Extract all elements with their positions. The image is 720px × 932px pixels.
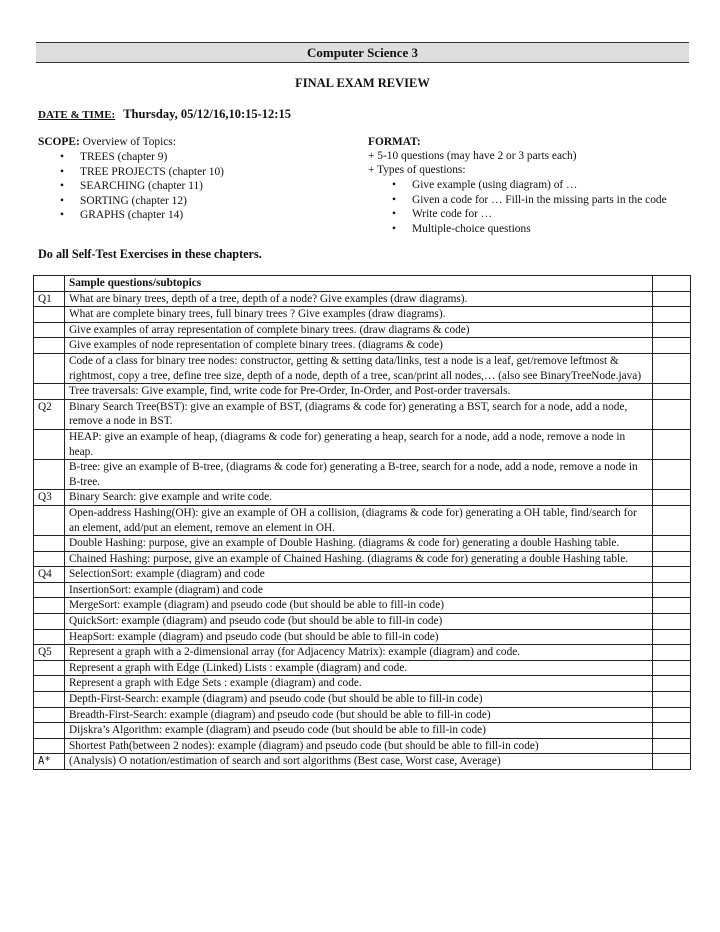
question-number-cell xyxy=(34,629,65,645)
question-number-cell xyxy=(34,723,65,739)
subtopic-cell: Binary Search Tree(BST): give an example of BST, (diagrams & code for) generating a BST, search for a node, add a node, remove a node in BST. xyxy=(65,399,653,429)
blank-cell xyxy=(653,582,691,598)
subtopic-cell: Depth-First-Search: example (diagram) and pseudo code (but should be able to fill-in code) xyxy=(65,692,653,708)
subtopic-cell: Breadth-First-Search: example (diagram) and pseudo code (but should be able to fill-in code) xyxy=(65,707,653,723)
table-row xyxy=(34,582,691,598)
table-row xyxy=(34,567,691,583)
blank-cell xyxy=(653,738,691,754)
subtopic-cell: Tree traversals: Give example, find, write code for Pre-Order, In-Order, and Post-order traversals. xyxy=(65,384,653,400)
subtopic-cell: Open-address Hashing(OH): give an example of OH a collision, (diagrams & code for) generating a OH table, find/search for an element, add/put an element, remove an element in OH. xyxy=(65,505,653,535)
blank-cell xyxy=(653,399,691,429)
table-row xyxy=(34,645,691,661)
scope-topic-list xyxy=(38,150,338,223)
table-row xyxy=(34,536,691,552)
subtopic-cell: Give examples of node representation of complete binary trees. (diagrams & code) xyxy=(65,338,653,354)
table-row xyxy=(34,399,691,429)
questions-table xyxy=(33,275,691,770)
format-section xyxy=(368,135,698,236)
question-number-cell: Q4 xyxy=(34,567,65,583)
scope-topic-item: • TREES (chapter 9) xyxy=(38,150,338,165)
format-label: FORMAT: xyxy=(368,136,421,148)
subtopic-cell: Shortest Path(between 2 nodes): example (diagram) and pseudo code (but should be able to fill-in code) xyxy=(65,738,653,754)
table-row xyxy=(34,291,691,307)
blank-cell xyxy=(653,567,691,583)
question-number-cell xyxy=(34,582,65,598)
table-row xyxy=(34,353,691,383)
question-number-cell xyxy=(34,598,65,614)
question-number-cell: Q5 xyxy=(34,645,65,661)
subtopic-cell: InsertionSort: example (diagram) and code xyxy=(65,582,653,598)
question-type-item: • Multiple-choice questions xyxy=(368,222,698,237)
question-number-cell xyxy=(34,384,65,400)
question-number-cell xyxy=(34,692,65,708)
table-row xyxy=(34,692,691,708)
question-number-cell xyxy=(34,460,65,490)
question-number-cell xyxy=(34,676,65,692)
blank-cell xyxy=(653,551,691,567)
blank-cell xyxy=(653,276,691,292)
blank-cell xyxy=(653,429,691,459)
table-row xyxy=(34,490,691,506)
date-time-value: Thursday, 05/12/16,10:15-12:15 xyxy=(123,107,291,121)
scope-label: SCOPE: xyxy=(38,136,80,148)
subtopic-cell: HEAP: give an example of heap, (diagrams & code for) generating a heap, search for a node, add a node, remove a node in heap. xyxy=(65,429,653,459)
question-number-cell: Q3 xyxy=(34,490,65,506)
question-type-item: • Give example (using diagram) of … xyxy=(368,178,698,193)
table-row xyxy=(34,384,691,400)
blank-cell xyxy=(653,353,691,383)
blank-cell xyxy=(653,676,691,692)
scope-topic-item: • GRAPHS (chapter 14) xyxy=(38,208,338,223)
table-row xyxy=(34,338,691,354)
question-number-cell xyxy=(34,429,65,459)
question-type-list xyxy=(368,178,698,236)
blank-cell xyxy=(653,460,691,490)
blank-cell xyxy=(653,629,691,645)
document-title: Computer Science 3 xyxy=(36,42,689,63)
question-number-cell xyxy=(34,614,65,630)
scope-heading xyxy=(38,135,338,149)
table-row xyxy=(34,629,691,645)
blank-cell xyxy=(653,660,691,676)
subtopic-cell: What are binary trees, depth of a tree, depth of a node? Give examples (draw diagrams). xyxy=(65,291,653,307)
table-row xyxy=(34,551,691,567)
date-time-label: DATE & TIME: xyxy=(38,109,116,121)
table-header-row xyxy=(34,276,691,292)
subtopic-cell: Represent a graph with Edge Sets : example (diagram) and code. xyxy=(65,676,653,692)
subtopic-cell: What are complete binary trees, full binary trees ? Give examples (draw diagrams). xyxy=(65,307,653,323)
date-time-line xyxy=(38,107,291,122)
table-row xyxy=(34,723,691,739)
subtopic-cell: Double Hashing: purpose, give an example of Double Hashing. (diagrams & code for) generating a double Hashing table. xyxy=(65,536,653,552)
scope-section xyxy=(38,135,338,223)
question-number-cell xyxy=(34,338,65,354)
question-number-cell xyxy=(34,353,65,383)
question-number-cell xyxy=(34,322,65,338)
table-row xyxy=(34,738,691,754)
question-type-item: • Given a code for … Fill-in the missing parts in the code xyxy=(368,193,698,208)
table-row xyxy=(34,505,691,535)
table-row xyxy=(34,307,691,323)
blank-cell xyxy=(653,692,691,708)
table-row xyxy=(34,676,691,692)
table-header-cell: Sample questions/subtopics xyxy=(65,276,653,292)
question-number-cell: Q2 xyxy=(34,399,65,429)
table-row xyxy=(34,614,691,630)
subtopic-cell: Code of a class for binary tree nodes: constructor, getting & setting data/links, test a node is a leaf, get/remove leftmost & rightmost, copy a tree, define tree size, depth of a node, depth of a tree, scan/print all nodes,… (also see BinaryTreeNode.java) xyxy=(65,353,653,383)
format-line: + Types of questions: xyxy=(368,164,466,176)
table-row xyxy=(34,598,691,614)
question-number-cell: A* xyxy=(34,754,65,770)
blank-cell xyxy=(653,505,691,535)
question-number-cell: Q1 xyxy=(34,291,65,307)
blank-cell xyxy=(653,723,691,739)
subtopic-cell: Represent a graph with a 2-dimensional array (for Adjacency Matrix): example (diagram) and code. xyxy=(65,645,653,661)
subtopic-cell: MergeSort: example (diagram) and pseudo code (but should be able to fill-in code) xyxy=(65,598,653,614)
document-subtitle: FINAL EXAM REVIEW xyxy=(295,76,430,90)
table-row xyxy=(34,754,691,770)
subtopic-cell: B-tree: give an example of B-tree, (diagrams & code for) generating a B-tree, search for a node, add a node, remove a node in B-tree. xyxy=(65,460,653,490)
blank-cell xyxy=(653,338,691,354)
scope-intro: Overview of Topics: xyxy=(82,136,176,148)
blank-cell xyxy=(653,322,691,338)
question-number-cell xyxy=(34,536,65,552)
question-number-cell xyxy=(34,276,65,292)
subtopic-cell: Give examples of array representation of complete binary trees. (draw diagrams & code) xyxy=(65,322,653,338)
table-row xyxy=(34,707,691,723)
question-number-cell xyxy=(34,551,65,567)
subtopic-cell: Binary Search: give example and write code. xyxy=(65,490,653,506)
scope-topic-item: • SEARCHING (chapter 11) xyxy=(38,179,338,194)
format-line: + 5-10 questions (may have 2 or 3 parts each) xyxy=(368,150,577,162)
question-number-cell xyxy=(34,707,65,723)
blank-cell xyxy=(653,307,691,323)
question-type-item: • Write code for … xyxy=(368,207,698,222)
question-number-cell xyxy=(34,307,65,323)
subtopic-cell: HeapSort: example (diagram) and pseudo code (but should be able to fill-in code) xyxy=(65,629,653,645)
question-number-cell xyxy=(34,505,65,535)
blank-cell xyxy=(653,384,691,400)
question-number-cell xyxy=(34,738,65,754)
blank-cell xyxy=(653,754,691,770)
blank-cell xyxy=(653,536,691,552)
table-row xyxy=(34,322,691,338)
blank-cell xyxy=(653,598,691,614)
blank-cell xyxy=(653,707,691,723)
subtopic-cell: (Analysis) O notation/estimation of search and sort algorithms (Best case, Worst case, Average) xyxy=(65,754,653,770)
table-row xyxy=(34,429,691,459)
scope-topic-item: • TREE PROJECTS (chapter 10) xyxy=(38,165,338,180)
blank-cell xyxy=(653,291,691,307)
blank-cell xyxy=(653,490,691,506)
subtopic-cell: Represent a graph with Edge (Linked) Lists : example (diagram) and code. xyxy=(65,660,653,676)
question-number-cell xyxy=(34,660,65,676)
self-test-note: Do all Self-Test Exercises in these chapters. xyxy=(38,247,262,261)
subtopic-cell: SelectionSort: example (diagram) and code xyxy=(65,567,653,583)
table-row xyxy=(34,460,691,490)
subtopic-cell: QuickSort: example (diagram) and pseudo code (but should be able to fill-in code) xyxy=(65,614,653,630)
table-row xyxy=(34,660,691,676)
blank-cell xyxy=(653,614,691,630)
blank-cell xyxy=(653,645,691,661)
subtopic-cell: Dijskra’s Algorithm: example (diagram) and pseudo code (but should be able to fill-in code) xyxy=(65,723,653,739)
subtopic-cell: Chained Hashing: purpose, give an example of Chained Hashing. (diagrams & code for) generating a double Hashing table. xyxy=(65,551,653,567)
scope-topic-item: • SORTING (chapter 12) xyxy=(38,194,338,209)
